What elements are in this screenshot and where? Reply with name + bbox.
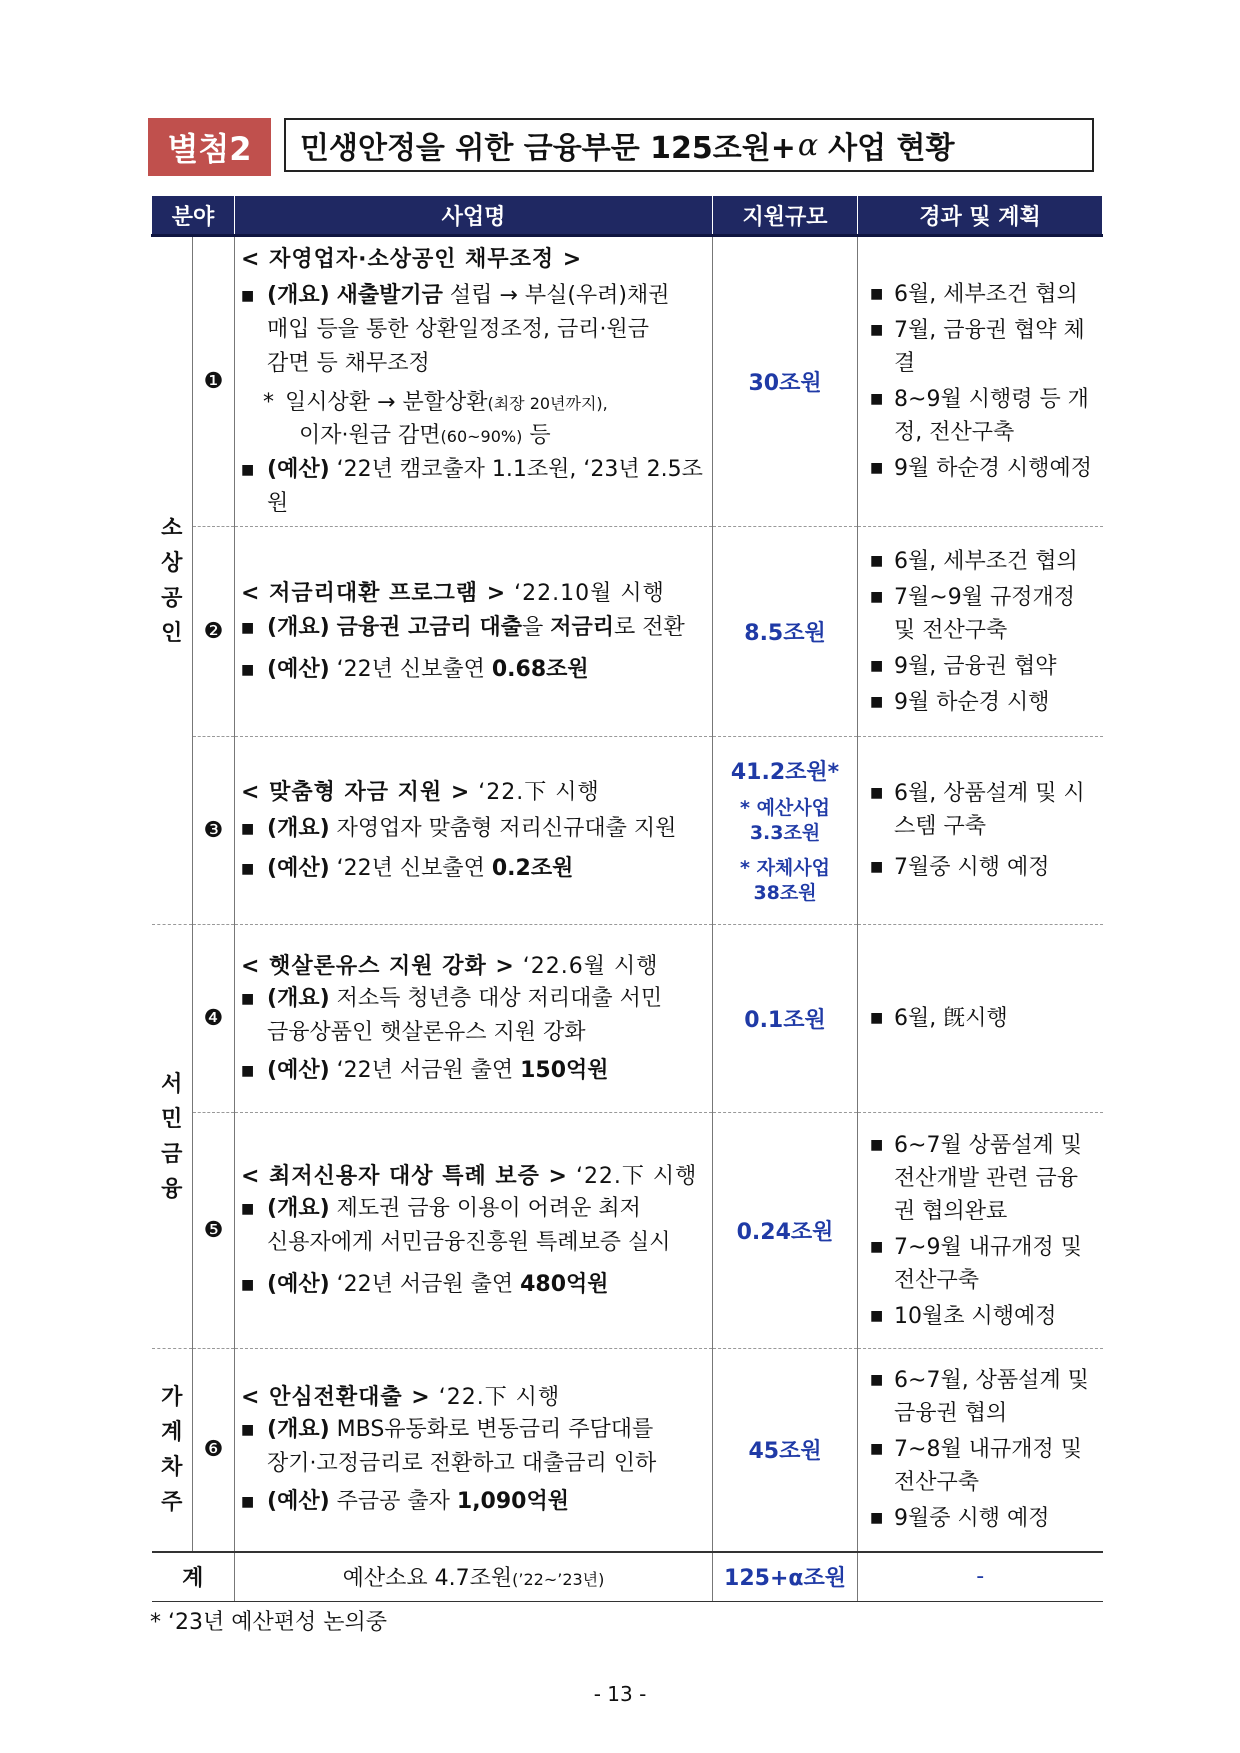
business-cell: [235, 925, 713, 1113]
business-cell: [235, 737, 713, 925]
plan-cell: ■ 6월, 세부조건 협의 ■ 7월~9월 규정개정 및 전산구축 ■ 9월, 금융권 협약 ■ 9월 하순경 시행: [858, 527, 1103, 737]
row-number: ❹: [193, 925, 235, 1113]
table-row: [152, 527, 1103, 737]
row-number: ❺: [193, 1113, 235, 1349]
table-row: [152, 1349, 1103, 1552]
total-scale: 125+α조원: [713, 1552, 858, 1602]
col-header-scale: 지원규모: [713, 196, 858, 236]
overview-item: ■ (개요) 새출발기금 설립 → 부실(우려)채권 매입 등을 통한 상환일정조정, 금리·원금 감면 등 채무조정: [241, 279, 706, 381]
total-plan: -: [858, 1552, 1103, 1602]
table-row: [152, 236, 1103, 527]
budget-item: ■ (예산) 주금공 출자 1,090억원: [241, 1489, 569, 1515]
support-scale: 41.2조원* * 예산사업 3.3조원 * 자체사업 38조원: [713, 737, 858, 925]
bullet-icon: ■: [241, 462, 255, 478]
row-number: ❻: [193, 1349, 235, 1552]
overview-note: * 일시상환 → 분할상환(최장 20년까지), 이자·원금 감면(60~90%) 등: [263, 390, 608, 448]
budget-item: ■ (예산) ‘22년 신보출연 0.2조원: [241, 856, 574, 881]
budget-item: ■ (예산) ‘22년 서금원 출연 480억원: [241, 1272, 609, 1297]
budget-item: ■ (예산) ‘22년 서금원 출연 150억원: [241, 1058, 609, 1083]
table-row: [152, 737, 1103, 925]
business-title: < 저금리대환 프로그램 > ‘22.10월 시행: [241, 581, 665, 606]
footnote: * ‘23년 예산편성 논의중: [150, 1610, 387, 1635]
col-header-business: 사업명: [235, 196, 713, 236]
support-scale: 8.5조원: [713, 527, 858, 737]
total-label: 계: [152, 1552, 235, 1602]
col-header-field: 분야: [152, 196, 235, 236]
business-cell: [235, 1349, 713, 1552]
row-number: ❷: [193, 527, 235, 737]
plan-cell: ■ 6~7월, 상품설계 및 금융권 협의 ■ 7~8월 내규개정 및 전산구축 ■ 9월중 시행 예정: [858, 1349, 1103, 1552]
title-main: 민생안정을 위한 금융부문 125조원+: [300, 131, 796, 166]
business-cell: [235, 527, 713, 737]
table-header-row: [152, 196, 1103, 236]
attachment-badge: 별첨2: [148, 118, 271, 176]
business-title: < 맞춤형 자금 지원 > ‘22.下 시행: [241, 780, 600, 805]
table-row: [152, 925, 1103, 1113]
overview-item: ■ (개요) 금융권 고금리 대출을 저금리로 전환: [241, 615, 685, 640]
table-row: [152, 1113, 1103, 1349]
title-area: [148, 118, 1098, 178]
support-scale: 0.24조원: [713, 1113, 858, 1349]
business-title: < 햇살론유스 지원 강화 > ‘22.6월 시행: [241, 954, 659, 979]
plan-cell: ■ 6월, 旣시행: [858, 925, 1103, 1113]
business-cell: [235, 236, 713, 527]
business-cell: [235, 1113, 713, 1349]
plan-cell: ■ 6~7월 상품설계 및 전산개발 관련 금융권 협의완료 ■ 7~9월 내규개정 및 전산구축 ■ 10월초 시행예정: [858, 1113, 1103, 1349]
page-title: [284, 118, 1094, 172]
business-title: < 안심전환대출 > ‘22.下 시행: [241, 1385, 561, 1411]
overview-item: ■ (개요) 제도권 금융 이용이 어려운 최저 신용자에게 서민금융진흥원 특례보증 실시: [241, 1196, 671, 1255]
business-status-table: [151, 196, 1103, 1602]
support-scale: 45조원: [713, 1349, 858, 1552]
title-tail: 사업 현황: [828, 131, 955, 166]
title-alpha: α: [797, 127, 819, 163]
category-household: 가 계 차 주: [152, 1349, 193, 1552]
row-number: ❶: [193, 236, 235, 527]
budget-item: ■ (예산) ‘22년 캠코출자 1.1조원, ‘23년 2.5조원: [241, 453, 706, 521]
business-title: < 자영업자·소상공인 채무조정 >: [241, 247, 583, 272]
support-scale: 0.1조원: [713, 925, 858, 1113]
business-title: < 최저신용자 대상 특례 보증 > ‘22.下 시행: [241, 1164, 698, 1189]
overview-item: ■ (개요) MBS유동화로 변동금리 주담대를 장기·고정금리로 전환하고 대출금리 인하: [241, 1417, 657, 1477]
col-header-plan: 경과 및 계획: [858, 196, 1103, 236]
plan-cell: ■ 6월, 상품설계 및 시스템 구축 ■ 7월중 시행 예정: [858, 737, 1103, 925]
support-scale: 30조원: [713, 236, 858, 527]
bullet-icon: ■: [241, 288, 255, 304]
overview-item: ■ (개요) 저소득 청년층 대상 저리대출 서민 금융상품인 햇살론유스 지원 강화: [241, 986, 663, 1045]
overview-item: ■ (개요) 자영업자 맞춤형 저리신규대출 지원: [241, 816, 677, 841]
total-row: [152, 1552, 1103, 1602]
total-budget: 예산소요 4.7조원(’22~’23년): [235, 1552, 713, 1602]
plan-cell: ■ 6월, 세부조건 협의 ■ 7월, 금융권 협약 체결 ■ 8~9월 시행령 등 개정, 전산구축 ■ 9월 하순경 시행예정: [870, 282, 1093, 481]
row-number: ❸: [193, 737, 235, 925]
page-number: - 13 -: [593, 1682, 647, 1706]
category-small-business: 소 상 공 인: [152, 236, 193, 925]
category-low-income: 서 민 금 융: [152, 925, 193, 1349]
budget-item: ■ (예산) ‘22년 신보출연 0.68조원: [241, 657, 589, 682]
